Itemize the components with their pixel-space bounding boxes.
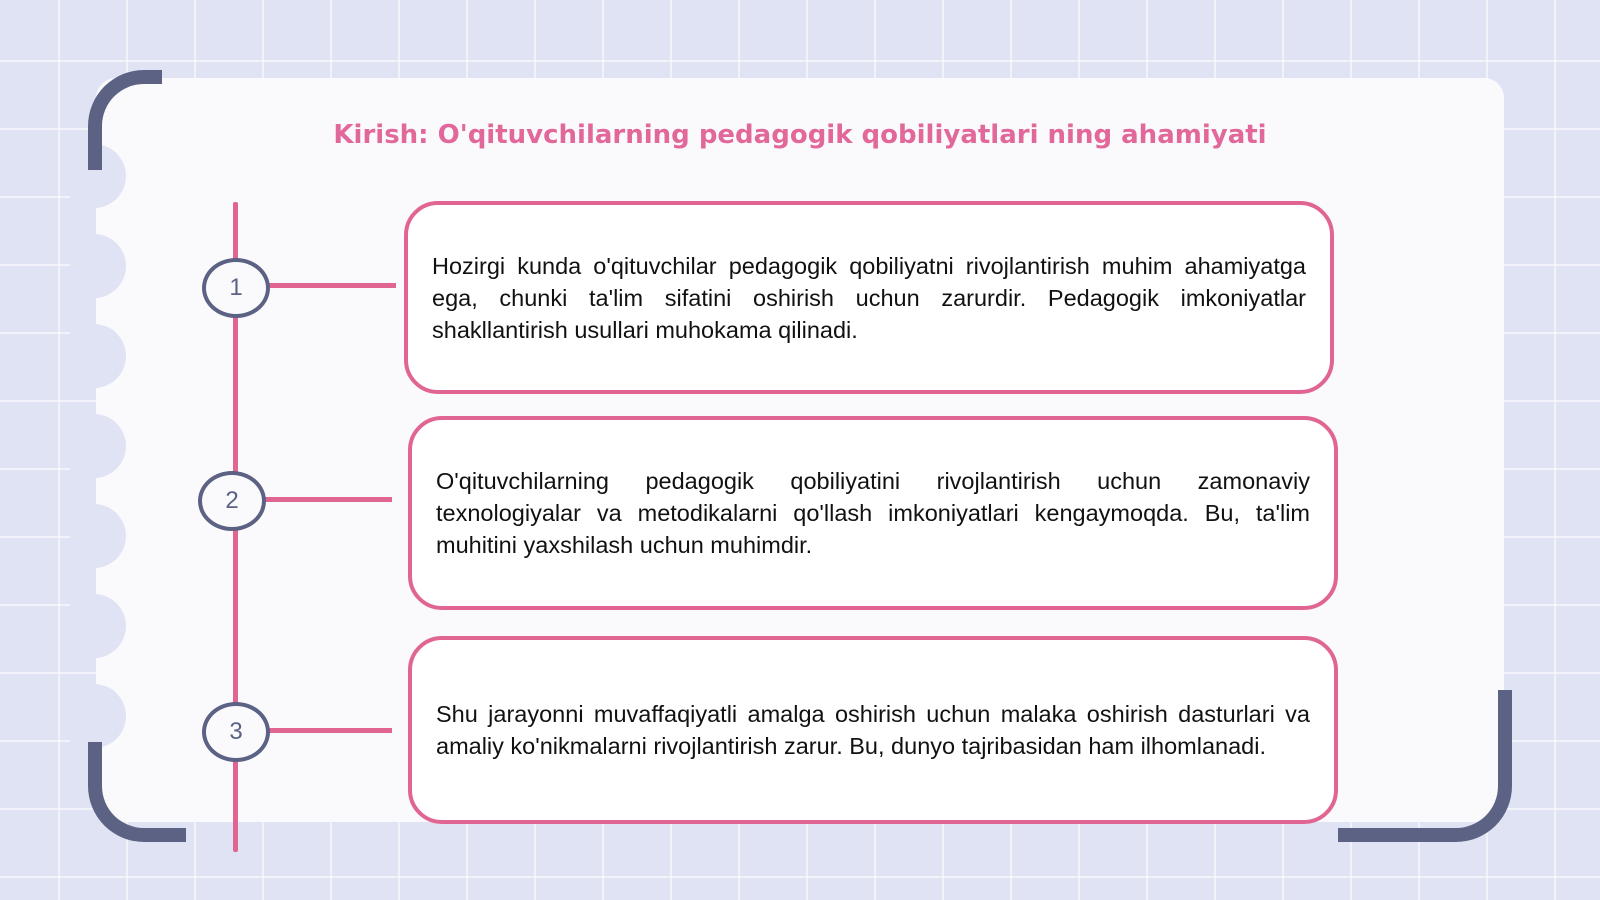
- step-card-text: Shu jarayonni muvaffaqiyatli amalga oshirish uchun malaka oshirish dasturlari va amaliy ko'nikmalarni rivojlantirish zarur. Bu, dunyo tajribasidan ham ilhomlanadi.: [436, 701, 1310, 759]
- timeline-connector: [268, 283, 396, 288]
- step-card-text: O'qituvchilarning pedagogik qobiliyatini rivojlantirish uchun zamonaviy texnologiyalar va metodikalarni qo'llash imkoniyatlari kengaymoqda. Bu, ta'lim muhitini yaxshilash uchun muhimdir.: [436, 468, 1310, 558]
- step-card: [408, 636, 1338, 824]
- step-number-badge: 2: [198, 471, 266, 531]
- step-number-badge: 1: [202, 258, 270, 318]
- step-card-text: Hozirgi kunda o'qituvchilar pedagogik qobiliyatni rivojlantirish muhim ahamiyatga ega, chunki ta'lim sifatini oshirish uchun zarurdir. Pedagogik imkoniyatlar shakllantirish usullari muhokama qilinadi.: [432, 252, 1306, 343]
- step-card: [404, 201, 1334, 394]
- step-card: [408, 416, 1338, 610]
- step-number-badge: 3: [202, 702, 270, 762]
- corner-bracket-bottom-left: [88, 742, 186, 842]
- timeline-connector: [268, 728, 392, 733]
- corner-bracket-bottom-right: [1338, 690, 1512, 842]
- slide-title: Kirish: O'qituvchilarning pedagogik qobiliyatlari ning ahamiyati: [333, 120, 1267, 150]
- timeline-connector: [264, 497, 392, 502]
